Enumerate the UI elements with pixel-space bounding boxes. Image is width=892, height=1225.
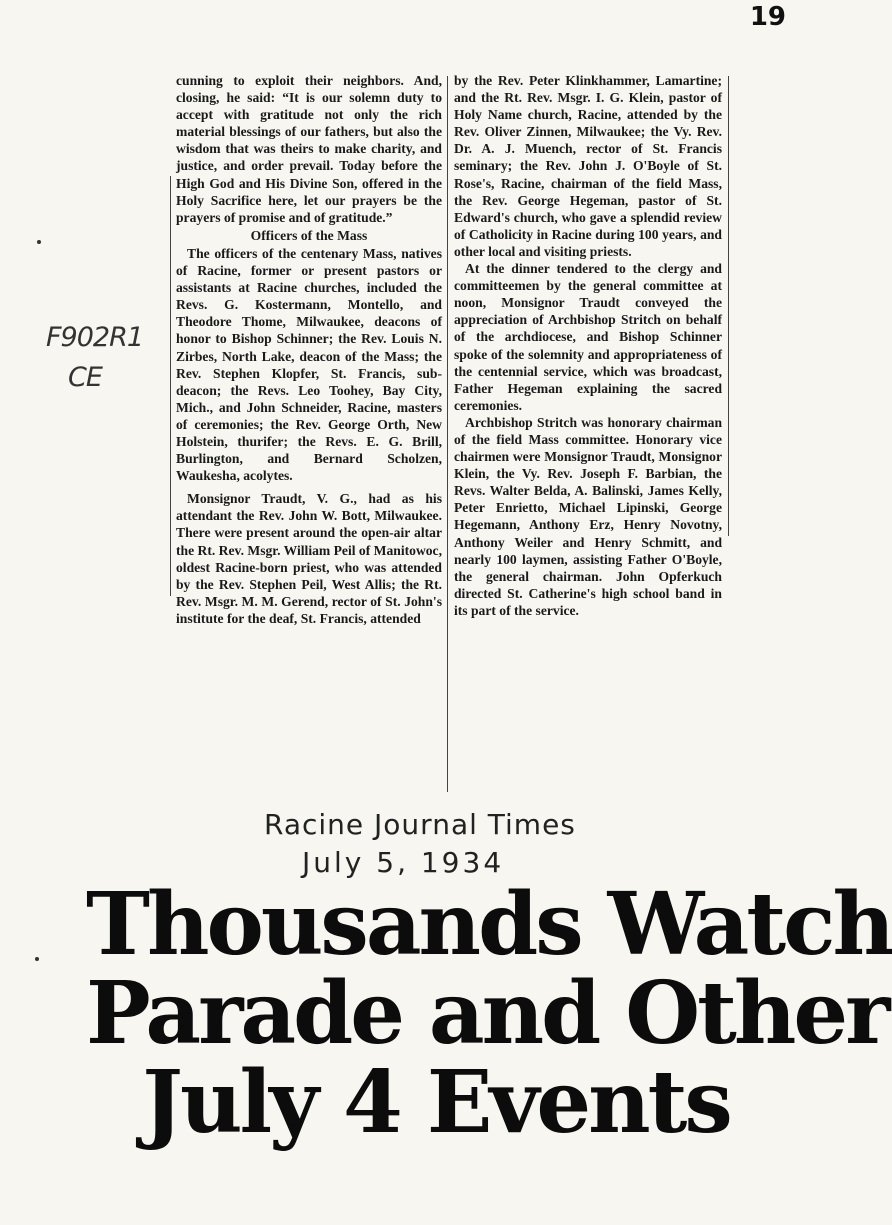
handwritten-date: July 5, 1934 — [302, 846, 505, 879]
handwritten-publication: Racine Journal Times — [264, 808, 576, 841]
right-paragraph-priests: by the Rev. Peter Klinkhammer, Lamartine; and the Rt. Rev. Msgr. I. G. Klein, pastor of Holy Name church, Racine, attended by the Rev. Oliver Zinnen, Milwaukee; the Vy. Rev. Dr. A. J. Muench, rector of St. Francis seminary; the Rev. John J. O'Boyle of St. Rose's, Racine, chairman of the field Mass, the Rev. George Hegeman, pastor of St. Edward's church, who gave a splendid review of Catholicity in Racine during 100 years, and other local and visiting priests. — [454, 73, 722, 259]
headline-line-1: Thousands Watch — [86, 874, 892, 975]
headline-line-2: Parade and Other — [86, 963, 888, 1064]
right-column-rule — [728, 76, 729, 536]
archive-margin-note — [46, 318, 143, 398]
left-paragraph-officers: The officers of the centenary Mass, natives of Racine, former or present pastors or assistants at Racine churches, included the Revs. G. Kostermann, Montello, and Theodore Thome, Milwaukee, deacons of honor to Bishop Schinner; the Rev. Louis N. Zirbes, North Lake, deacon of the Mass; the Rev. Stephen Klopfer, St. Francis, sub-deacon; the Revs. Leo Toohey, Bay City, Mich., and John Schneider, Racine, masters of ceremonies; the Rev. George Orth, New Holstein, thurifer; the Revs. E. G. Brill, Burlington, and Bernard Scholzen, Waukesha, acolytes. — [176, 245, 442, 484]
article-right-column — [454, 72, 722, 619]
left-paragraph-closing-quote: cunning to exploit their neighbors. And, closing, he said: “It is our solemn duty to accept with gratitude not only the rich material blessings of our fathers, but also the wisdom that was theirs to make charity, and justice, and order prevail. Today before the High God and His Divine Son, offered in the Holy Sacrifice here, let our prayers be the prayers of promise and of gratitude.” — [176, 73, 442, 225]
article-headline — [86, 874, 892, 1153]
article-left-column — [176, 72, 442, 627]
center-column-rule — [447, 76, 448, 792]
right-paragraph-dinner: At the dinner tendered to the clergy and committeemen by the general committee at noon, Monsignor Traudt conveyed the appreciation of Archbishop Stritch on behalf of the archdiocese, and Bishop Schinner spoke of the solemnity and appropriateness of the centennial service, which was broadcast, Father Hegeman explaining the sacred ceremonies. — [454, 261, 722, 413]
headline-line-3: July 4 Events — [142, 1052, 730, 1153]
left-paragraph-attendants: Monsignor Traudt, V. G., had as his attendant the Rev. John W. Bott, Milwaukee. There were present around the open-air altar the Rt. Rev. Msgr. William Peil of Manitowoc, oldest Racine-born priest, who was attended by the Rev. Stephen Peil, West Allis; the Rt. Rev. Msgr. M. M. Gerend, rector of St. John's institute for the deaf, St. Francis, attended — [176, 491, 442, 626]
margin-dot-top — [37, 240, 41, 244]
margin-dot-bottom — [35, 957, 39, 961]
subhead-officers-of-the-mass: Officers of the Mass — [250, 227, 368, 243]
right-paragraph-committee: Archbishop Stritch was honorary chairman of the field Mass committee. Honorary vice chairmen were Monsignor Traudt, Monsignor Klein, the Vy. Rev. Joseph F. Barbian, the Revs. Walter Belda, A. Balinski, James Kelly, Peter Enrietto, Michael Lipinski, George Hegemann, Anthony Erz, Henry Novotny, Anthony Weiler and Henry Schmitt, and nearly 100 laymen, assisting Father O'Boyle, the general chairman. John Opferkuch directed St. Catherine's high school band in its part of the service. — [454, 414, 722, 618]
archive-initials: CE — [68, 362, 102, 393]
left-column-rule — [170, 176, 171, 596]
archive-code: F902R1 — [46, 322, 144, 353]
page-number: 19 — [749, 2, 786, 32]
